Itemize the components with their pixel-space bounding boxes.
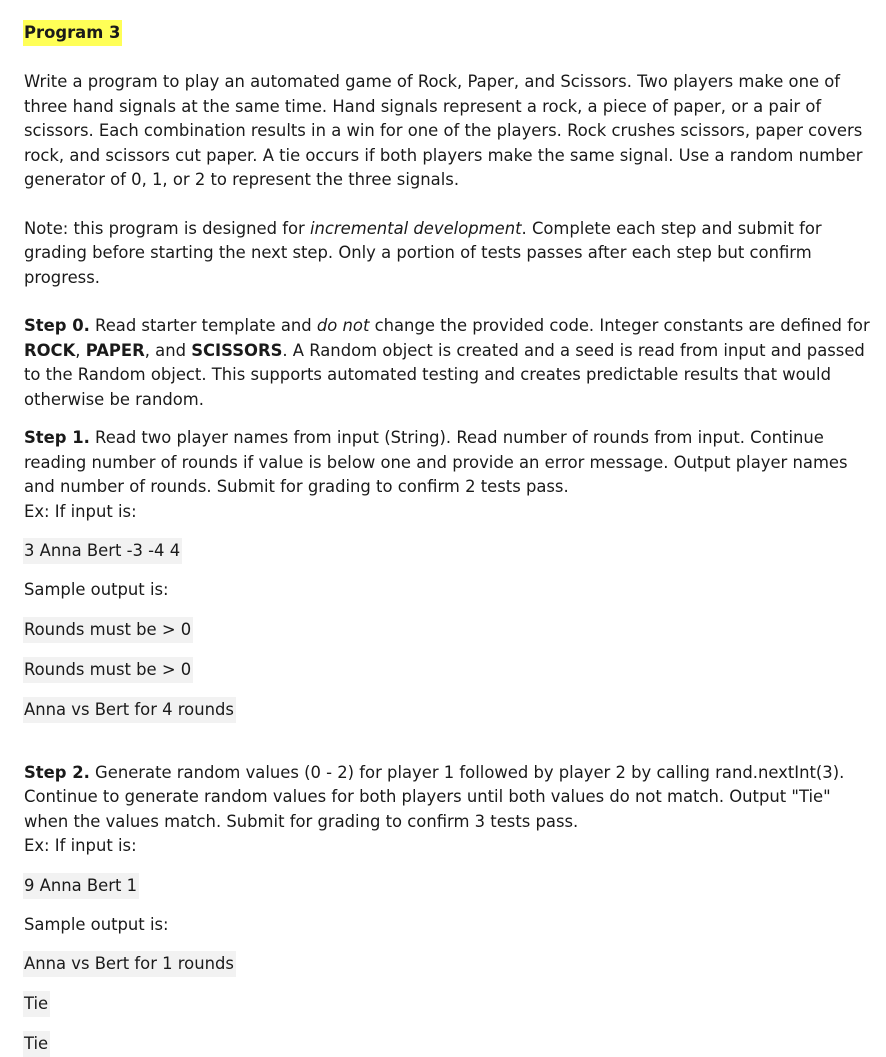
step1-input: 3 Anna Bert -3 -4 4	[23, 538, 182, 564]
step0-scissors: SCISSORS	[191, 340, 283, 360]
step2-text: Generate random values (0 - 2) for player 1 followed by player 2 by calling rand.nextInt(3). Continue to generate random values for both players until both values do not match. Output "Tie" when the values match. Submit for grading to confirm 3 tests pass.	[24, 762, 845, 831]
step2-output-text-1: Anna vs Bert for 1 rounds	[23, 951, 236, 977]
step2-input: 9 Anna Bert 1	[23, 873, 139, 899]
step0-text-2: change the provided code. Integer constants are defined for	[369, 316, 870, 335]
step1-sample-label: Sample output is:	[24, 580, 169, 599]
step0-text-1: Read starter template and	[89, 316, 317, 335]
step0-paper: PAPER	[85, 340, 145, 360]
step0-emphasis: do not	[316, 316, 370, 335]
step2-output-line-2	[24, 991, 886, 1017]
step0-text-3: . A Random object is created and a seed is read from input and passed to the Random object. This supports automated testing and creates predictable results that would otherwise be random.	[24, 340, 865, 409]
step1-output-line-2	[24, 657, 886, 683]
step2-paragraph	[24, 761, 874, 835]
step2-heading: Step 2.	[24, 762, 90, 782]
intro-paragraph: Write a program to play an automated game of Rock, Paper, and Scissors. Two players make one of three hand signals at the same time. Hand signals represent a rock, a piece of paper, or a pair of scissors. Each combination results in a win for one of the players. Rock crushes scissors, paper covers rock, and scissors cut paper. A tie occurs if both players make the same signal. Use a random number generator of 0, 1, or 2 to represent the three signals.	[24, 72, 863, 189]
step1-input-block	[24, 538, 886, 564]
step1-paragraph	[24, 426, 874, 500]
program-title: Program 3	[23, 20, 122, 46]
step0-comma: ,	[75, 340, 86, 360]
note-paragraph	[24, 217, 874, 291]
step2-output-line-3	[24, 1031, 886, 1057]
step1-output-text-2: Rounds must be > 0	[23, 657, 193, 683]
step0-paragraph	[24, 314, 874, 412]
program-title-wrap	[24, 20, 886, 46]
step0-heading: Step 0.	[24, 316, 90, 335]
step2-output-text-2: Tie	[23, 991, 50, 1017]
step1-ex-label: Ex: If input is:	[24, 501, 137, 521]
note-text-start: Note: this program is designed for	[24, 218, 310, 238]
step1-output-text-3: Anna vs Bert for 4 rounds	[23, 697, 236, 723]
step1-heading: Step 1.	[24, 428, 90, 447]
step2-input-block	[24, 873, 886, 899]
step2-output-line-1	[24, 951, 886, 977]
step1-output-line-3	[24, 697, 886, 723]
step2-ex-label: Ex: If input is:	[24, 836, 137, 855]
step0-and: , and	[144, 340, 192, 360]
note-text-end: . Complete each step and submit for grading before starting the next step. Only a portion of tests passes after each step but confirm progress.	[24, 218, 822, 287]
step1-output-text-1: Rounds must be > 0	[23, 617, 193, 643]
step0-rock: ROCK	[24, 340, 76, 360]
step1-output-line-1	[24, 617, 886, 643]
step2-output-text-3: Tie	[23, 1031, 50, 1057]
step2-sample-label: Sample output is:	[24, 914, 169, 934]
note-emphasis: incremental development	[309, 218, 522, 238]
step1-text: Read two player names from input (String). Read number of rounds from input. Continue reading number of rounds if value is below one and provide an error message. Output player names and number of rounds. Submit for grading to confirm 2 tests pass.	[24, 428, 848, 496]
